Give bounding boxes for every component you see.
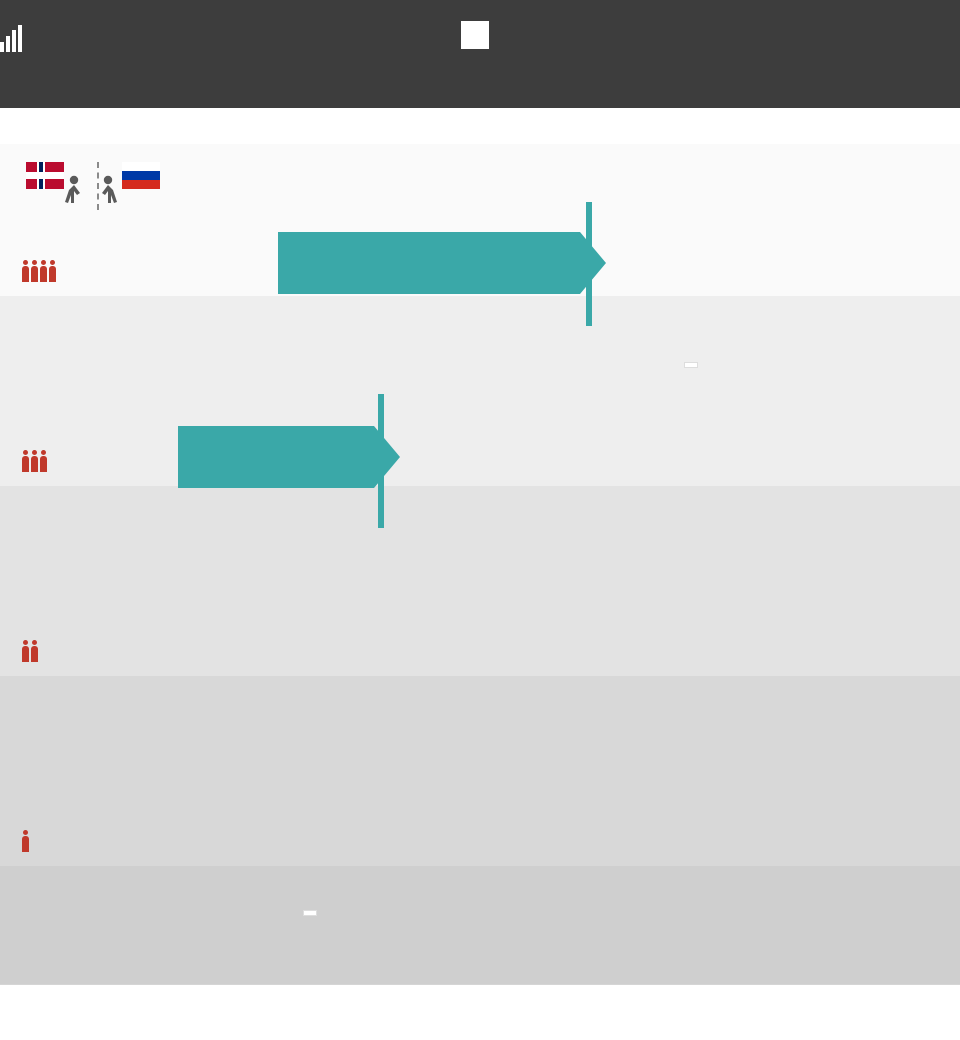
y-tick-30000 [22,456,47,472]
value-tag-low-month [303,910,317,916]
value-band-2 [0,296,960,486]
visum-free-zone-marker [586,202,592,326]
y-tick-40000 [22,266,56,282]
callout-pomor-visas [178,426,374,488]
chart-plot-area [0,144,960,984]
top-year-axis [0,108,960,144]
bottom-year-axis [0,950,960,984]
pedestrians-icon [62,174,124,214]
norway-flag-icon [26,162,64,189]
value-tag-peak-month [684,362,698,368]
y-tick-10000 [22,836,29,852]
footer [0,984,960,1040]
callout-visum-free-zone [278,232,580,294]
russia-flag-icon [122,162,160,189]
pomor-visas-marker [378,394,384,528]
header-bar [0,0,960,108]
barents-observer-logo-icon [458,21,489,49]
value-band-3 [0,486,960,676]
y-tick-20000 [22,646,38,662]
value-band-4 [0,676,960,866]
